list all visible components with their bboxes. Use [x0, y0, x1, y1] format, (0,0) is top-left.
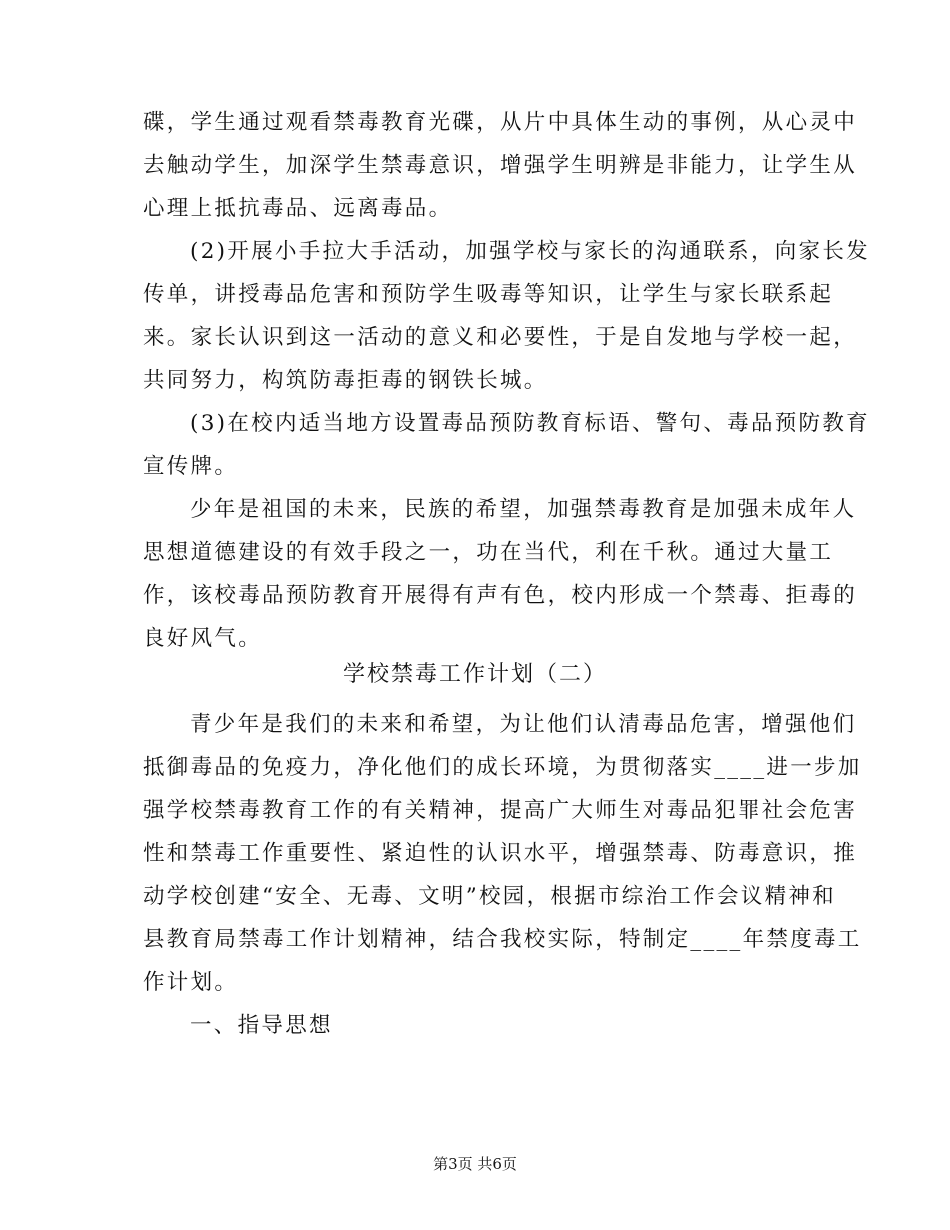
- section-item-guiding-ideology: 一、指导思想: [190, 1013, 333, 1038]
- section-paragraph-1-line-1: 青少年是我们的未来和希望，为让他们认清毒品危害，增强他们: [190, 712, 857, 737]
- section-paragraph-1-line-5: 动学校创建“安全、无毒、文明”校园，根据市综治工作会议精神和: [143, 884, 836, 909]
- paragraph-4-line-2: 思想道德建设的有效手段之一，功在当代，利在千秋。通过大量工: [143, 540, 834, 565]
- section-paragraph-1-line-3: 强学校禁毒教育工作的有关精神，提高广大师生对毒品犯罪社会危害: [143, 798, 858, 823]
- page-number-footer: 第3页 共6页: [433, 1155, 517, 1173]
- section-title: 学校禁毒工作计划（二）: [342, 662, 607, 687]
- paragraph-3-line-1: (3)在校内适当地方设置毒品预防教育标语、警句、毒品预防教育: [190, 411, 870, 436]
- section-paragraph-1-line-6: 县教育局禁毒工作计划精神，结合我校实际，特制定____年禁度毒工: [143, 927, 862, 952]
- paragraph-1-line-1: 碟，学生通过观看禁毒教育光碟，从片中具体生动的事例，从心灵中: [143, 110, 858, 135]
- paragraph-1-line-2: 去触动学生，加深学生禁毒意识，增强学生明辨是非能力，让学生从: [143, 153, 858, 178]
- section-paragraph-1-line-7: 作计划。: [143, 970, 239, 995]
- paragraph-2-line-2: 传单，讲授毒品危害和预防学生吸毒等知识，让学生与家长联系起: [143, 282, 834, 307]
- paragraph-2-line-4: 共同努力，构筑防毒拒毒的钢铁长城。: [143, 368, 548, 393]
- paragraph-2-line-3: 来。家长认识到这一活动的意义和必要性，于是自发地与学校一起，: [143, 325, 858, 350]
- section-paragraph-1-line-4: 性和禁毒工作重要性、紧迫性的认识水平，增强禁毒、防毒意识，推: [143, 841, 858, 866]
- paragraph-3-line-2: 宣传牌。: [143, 454, 239, 479]
- section-paragraph-1-line-2: 抵御毒品的免疫力，净化他们的成长环境，为贯彻落实____进一步加: [143, 755, 862, 780]
- paragraph-4-line-1: 少年是祖国的未来，民族的希望，加强禁毒教育是加强未成年人: [190, 497, 857, 522]
- paragraph-4-line-4: 良好风气。: [143, 626, 263, 651]
- paragraph-1-line-3: 心理上抵抗毒品、远离毒品。: [143, 196, 453, 221]
- paragraph-4-line-3: 作，该校毒品预防教育开展得有声有色，校内形成一个禁毒、拒毒的: [143, 583, 858, 608]
- paragraph-2-line-1: (2)开展小手拉大手活动，加强学校与家长的沟通联系，向家长发: [190, 239, 870, 264]
